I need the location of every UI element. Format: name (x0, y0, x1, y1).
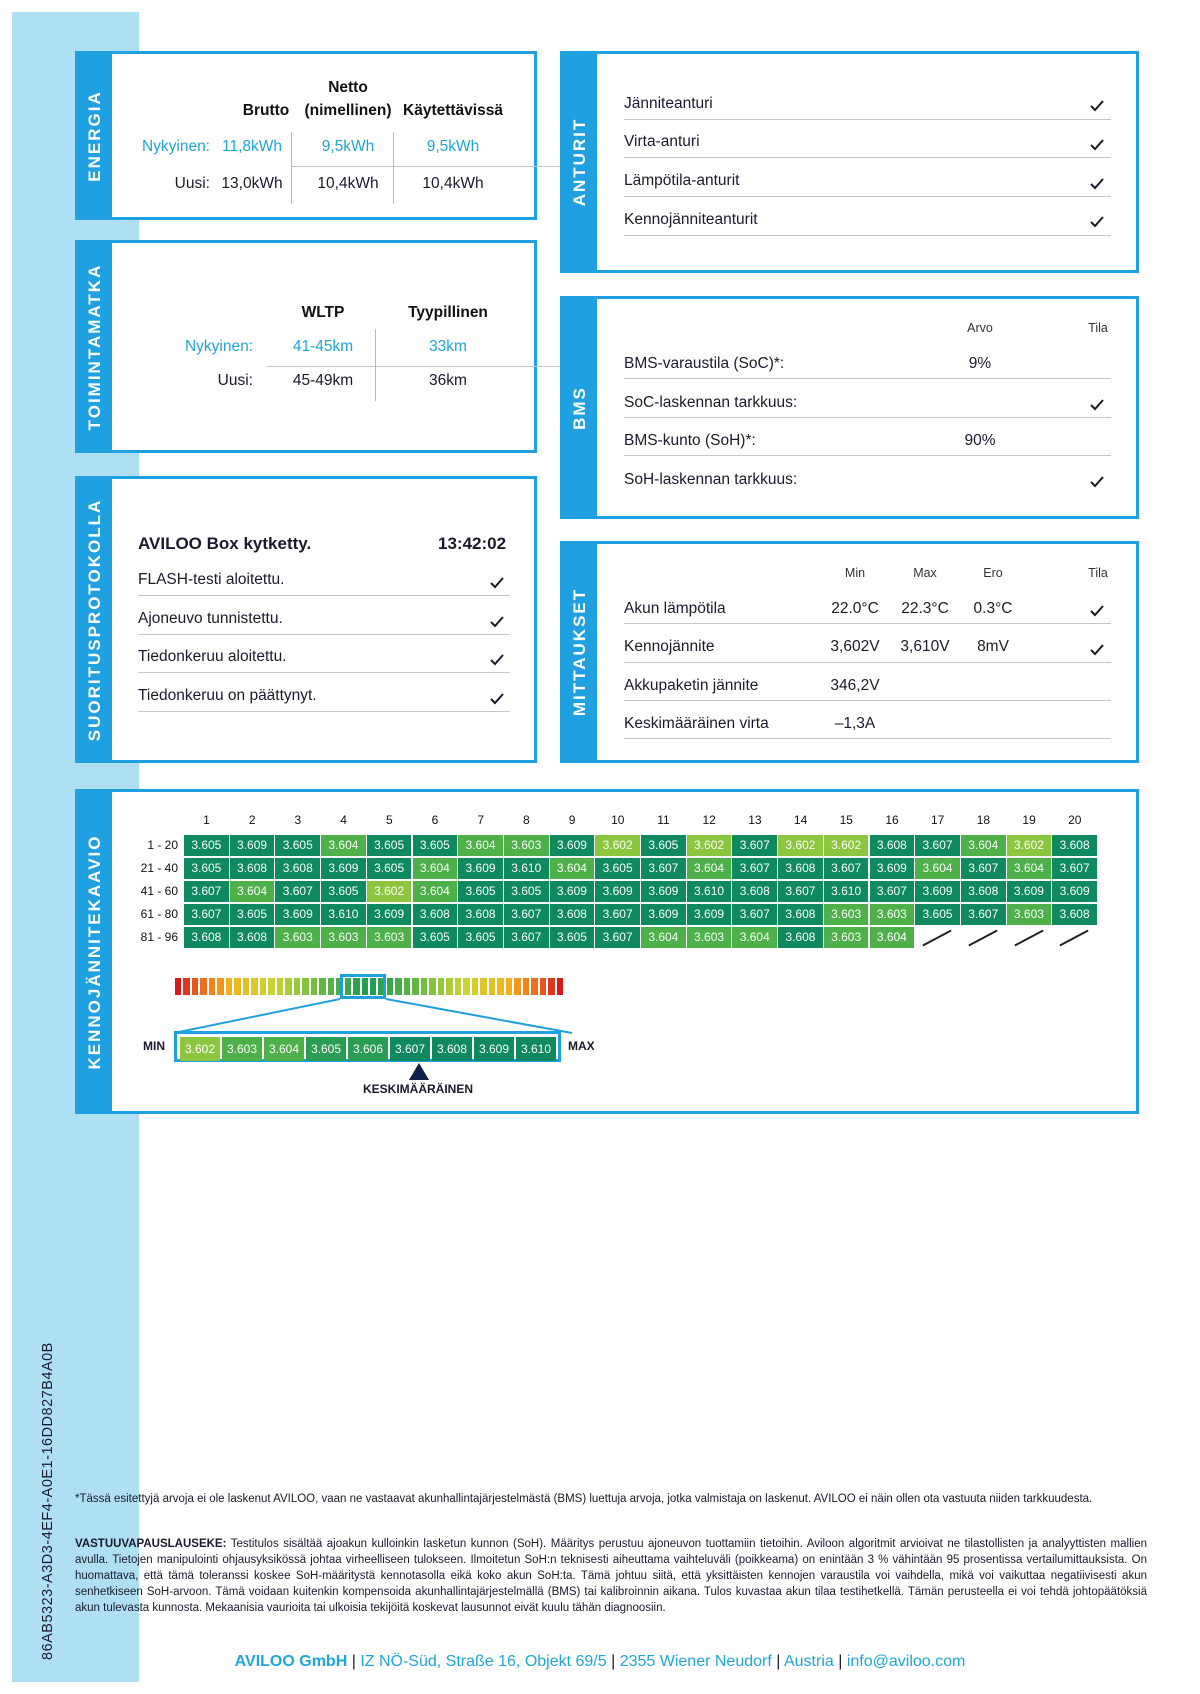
energia-panel (75, 51, 537, 220)
grid-row-label: 41 - 60 (140, 884, 178, 898)
bms-col-value: Arvo (967, 321, 993, 335)
cell-voltage: 3.608 (458, 904, 503, 925)
bms-row-value: 9% (968, 355, 992, 372)
bms-row-label: SoH-laskennan tarkkuus: (624, 471, 798, 488)
disclaimer-text: Testitulos sisältää ajoakun kulloinkin lasketun kunnon (SoH). Määritys perustuu ajoneuvon tuottamiin tietoihin. Aviloon algoritmit arvioivat ne tilastollisten ja analyyttisten mallien avulla. Tietojen manipulointi ohjausyksikössä johtaa virheelliseen tulokseen. Ilmoitetun SoH:n teknisesti aiheuttama vaihteluväli (poikkeama) on enintään 3 % vähintään 95 prosentissa vertailumittauksista. On huomattava, että tämä toleranssi koskee SoH-määritystä kennotasolla eikä koko akun SoH:ta. Tämä johtuu siitä, että yksittäisten kennojen varaustila voi vaihdella, mikä voi vaikuttaa negatiivisesti akun senhetkiseen SoH-arvoon. Tämä voidaan kuitenkin kompensoida akunhallintajärjestelmällä (BMS) tai kalibroinnin aikana. Tulos kuvastaa akun tilaa testihetkellä. Tämän perusteella ei voi tehdä johtopäätöksiä akun tulevasta kunnosta. Mekaanisia vaurioita tai ulkoisia tekijöitä koskevat lausunnot eivät kuulu tähän diagnoosiin. (75, 1538, 1147, 1614)
meas-col-diff: Ero (983, 566, 1003, 580)
gradient-segment (438, 978, 444, 995)
cell-voltage: 3.603 (1007, 904, 1052, 925)
cell-voltage: 3.608 (230, 858, 275, 879)
toimintamatka-panel (75, 240, 537, 453)
cell-voltage: 3.609 (641, 881, 686, 902)
gradient-segment (489, 978, 495, 995)
gradient-segment (251, 978, 257, 995)
suoritusprotokolla-panel (75, 476, 537, 763)
check-icon (1090, 475, 1104, 489)
zoom-scale-value: 3.604 (264, 1037, 304, 1061)
document-id: 86AB5323-A3D3-4EF4-A0E1-16DD827B4A0B (40, 1342, 56, 1660)
energia-current-netto: 9,5kWh (321, 138, 375, 155)
cell-voltage: 3.603 (504, 835, 549, 856)
cell-voltage: 3.603 (824, 927, 869, 948)
grid-column-number: 1 (203, 813, 210, 827)
zoom-scale-value: 3.602 (180, 1037, 220, 1061)
kennojannitekaavio-panel (75, 789, 1139, 1114)
bms-panel (560, 296, 1139, 519)
cell-voltage: 3.607 (184, 904, 229, 925)
meas-row-max: 3,610V (900, 638, 950, 655)
anturit-tab: ANTURIT (563, 54, 597, 270)
cell-voltage: 3.608 (870, 835, 915, 856)
gradient-segment (557, 978, 563, 995)
gradient-segment (506, 978, 512, 995)
cell-voltage: 3.607 (824, 858, 869, 879)
cell-voltage: 3.610 (824, 881, 869, 902)
gradient-segment (540, 978, 546, 995)
cell-voltage: 3.604 (915, 858, 960, 879)
cell-voltage: 3.608 (1052, 835, 1097, 856)
check-icon (1090, 215, 1104, 229)
cell-voltage: 3.610 (504, 858, 549, 879)
mittaukset-tab: MITTAUKSET (563, 544, 597, 760)
cell-voltage: 3.609 (275, 904, 320, 925)
zoom-scale-value: 3.610 (516, 1037, 556, 1061)
suoritusprotokolla-tab: SUORITUSPROTOKOLLA (78, 479, 112, 760)
meas-row-min: 22.0°C (831, 600, 879, 617)
check-icon (1090, 643, 1104, 657)
range-current-wltp: 41-45km (292, 338, 354, 355)
zoom-scale-value: 3.605 (306, 1037, 346, 1061)
cell-voltage: 3.605 (550, 927, 595, 948)
gradient-segment (302, 978, 308, 995)
cell-voltage: 3.605 (367, 858, 412, 879)
cell-voltage: 3.609 (870, 858, 915, 879)
cell-voltage: 3.608 (275, 858, 320, 879)
grid-column-number: 8 (523, 813, 530, 827)
gradient-segment (226, 978, 232, 995)
meas-row-label: Keskimääräinen virta (624, 715, 769, 732)
empty-cell-slash (923, 930, 952, 947)
footer-email[interactable]: info@aviloo.com (846, 1653, 966, 1670)
col-typical-header: Tyypillinen (408, 304, 488, 321)
disclaimer (75, 1536, 1147, 1616)
cell-voltage: 3.605 (458, 881, 503, 902)
bms-row-label: BMS-varaustila (SoC)*: (624, 355, 785, 372)
cell-voltage: 3.605 (504, 881, 549, 902)
gradient-segment (183, 978, 189, 995)
cell-voltage: 3.604 (732, 927, 777, 948)
cell-voltage: 3.604 (870, 927, 915, 948)
zoom-scale-value: 3.609 (474, 1037, 514, 1061)
cell-voltage: 3.605 (230, 904, 275, 925)
cell-voltage: 3.608 (1052, 904, 1097, 925)
energia-new-available: 10,4kWh (422, 175, 484, 192)
sensor-item: Jänniteanturi (624, 95, 713, 112)
cell-voltage: 3.605 (641, 835, 686, 856)
cell-voltage: 3.605 (184, 858, 229, 879)
gradient-segment (200, 978, 206, 995)
check-icon (1090, 99, 1104, 113)
footer-city: 2355 Wiener Neudorf (619, 1653, 772, 1670)
cell-voltage: 3.609 (230, 835, 275, 856)
cell-voltage: 3.605 (915, 904, 960, 925)
gradient-segment (446, 978, 452, 995)
gradient-segment (294, 978, 300, 995)
cell-voltage: 3.604 (321, 835, 366, 856)
range-new-typical: 36km (429, 372, 467, 389)
grid-column-number: 3 (294, 813, 302, 827)
cell-voltage: 3.607 (595, 927, 640, 948)
cell-voltage: 3.604 (458, 835, 503, 856)
cell-voltage: 3.605 (184, 835, 229, 856)
cell-voltage: 3.609 (1007, 881, 1052, 902)
cell-voltage: 3.604 (230, 881, 275, 902)
gradient-segment (209, 978, 215, 995)
kennojannitekaavio-tab: KENNOJÄNNITEKAAVIO (78, 792, 112, 1111)
cell-voltage: 3.603 (321, 927, 366, 948)
range-row-new-label: Uusi: (217, 372, 253, 389)
gradient-segment (514, 978, 520, 995)
cell-voltage: 3.609 (687, 904, 732, 925)
grid-column-number: 10 (611, 813, 625, 827)
grid-column-number: 12 (702, 813, 716, 827)
zoom-max-label: MAX (568, 1039, 595, 1053)
cell-voltage: 3.609 (550, 835, 595, 856)
zoom-min-label: MIN (143, 1039, 165, 1053)
footer: AVILOO GmbH | IZ NÖ-Süd, Straße 16, Objekt 69/5 | 2355 Wiener Neudorf | Austria | info@aviloo.com (234, 1653, 966, 1670)
cell-voltage: 3.608 (413, 904, 458, 925)
cell-voltage: 3.604 (550, 858, 595, 879)
col-netto-header-1: Netto (328, 79, 368, 96)
energia-new-netto: 10,4kWh (317, 175, 379, 192)
gradient-segment (319, 978, 325, 995)
gradient-segment (404, 978, 410, 995)
footer-company: AVILOO GmbH (234, 1653, 348, 1670)
meas-row-min: 346,2V (830, 677, 880, 694)
empty-cell-slash (1014, 930, 1043, 947)
gradient-segment (395, 978, 401, 995)
cell-voltage: 3.608 (550, 904, 595, 925)
gradient-segment (260, 978, 266, 995)
cell-voltage: 3.603 (870, 904, 915, 925)
grid-column-number: 19 (1022, 813, 1036, 827)
gradient-segment (175, 978, 181, 995)
col-kaytettavissa-header: Käytettävissä (403, 102, 503, 119)
toimintamatka-tab: TOIMINTAMATKA (78, 243, 112, 450)
zoom-scale (174, 1031, 561, 1062)
cell-voltage: 3.607 (915, 835, 960, 856)
empty-cell-slash (968, 930, 997, 947)
gradient-segment (192, 978, 198, 995)
anturit-panel (560, 51, 1139, 273)
meas-col-max: Max (913, 566, 937, 580)
cell-voltage: 3.607 (961, 904, 1006, 925)
meas-col-min: Min (844, 566, 866, 580)
cell-voltage: 3.602 (687, 835, 732, 856)
grid-column-number: 15 (839, 813, 853, 827)
check-icon (490, 653, 504, 667)
col-brutto-header: Brutto (242, 102, 290, 119)
cell-voltage: 3.608 (961, 881, 1006, 902)
cell-voltage: 3.608 (778, 904, 823, 925)
cell-voltage: 3.607 (732, 835, 777, 856)
check-icon (1090, 138, 1104, 152)
protocol-item: Ajoneuvo tunnistettu. (138, 610, 283, 627)
protocol-title: AVILOO Box kytketty. (138, 534, 312, 553)
col-wltp-header: WLTP (301, 304, 345, 321)
gradient-segment (523, 978, 529, 995)
energia-row-current-label: Nykyinen: (141, 138, 210, 155)
footer-country: Austria (783, 1653, 834, 1670)
gradient-segment (480, 978, 486, 995)
cell-voltage: 3.607 (504, 904, 549, 925)
grid-column-number: 5 (385, 813, 393, 827)
cell-voltage: 3.609 (458, 858, 503, 879)
cell-voltage: 3.607 (732, 904, 777, 925)
meas-row-min: 3,602V (830, 638, 880, 655)
cell-voltage: 3.604 (641, 927, 686, 948)
gradient-segment (285, 978, 291, 995)
energia-tab: ENERGIA (78, 54, 112, 217)
cell-voltage: 3.602 (1007, 835, 1052, 856)
meas-row-max: 22.3°C (901, 600, 949, 617)
cell-voltage: 3.605 (367, 835, 412, 856)
cell-voltage: 3.605 (321, 881, 366, 902)
grid-column-number: 11 (657, 813, 670, 827)
range-current-typical: 33km (429, 338, 467, 355)
meas-row-label: Akun lämpötila (624, 600, 726, 617)
protocol-item: Tiedonkeruu on päättynyt. (138, 687, 317, 704)
grid-column-number: 20 (1068, 813, 1082, 827)
bms-row-value: 90% (964, 432, 996, 449)
energia-row-new-label: Uusi: (174, 175, 210, 192)
cell-voltage: 3.605 (595, 858, 640, 879)
footnote-star: *Tässä esitettyjä arvoja ei ole laskenut AVILOO, vaan ne vastaavat akunhallintajärjestelmästä (BMS) luettuja arvoja, jotka valmistaja on laskenut. AVILOO ei näin ollen ota vastuuta niiden tarkkuudesta. (75, 1493, 1093, 1505)
mittaukset-panel (560, 541, 1139, 763)
energia-new-brutto: 13,0kWh (221, 175, 283, 192)
cell-voltage: 3.609 (321, 858, 366, 879)
gradient-segment (429, 978, 435, 995)
grid-column-number: 9 (568, 813, 576, 827)
cell-voltage: 3.608 (778, 927, 823, 948)
cell-voltage: 3.602 (824, 835, 869, 856)
cell-voltage: 3.610 (687, 881, 732, 902)
gradient-segment (531, 978, 537, 995)
bms-col-status: Tila (1088, 321, 1108, 335)
cell-voltage: 3.609 (641, 904, 686, 925)
cell-voltage: 3.607 (732, 858, 777, 879)
average-marker-icon (409, 1063, 429, 1080)
cell-voltage: 3.607 (595, 904, 640, 925)
gradient-segment (311, 978, 317, 995)
cell-voltage: 3.607 (504, 927, 549, 948)
gradient-segment (234, 978, 240, 995)
cell-voltage: 3.610 (321, 904, 366, 925)
grid-column-number: 14 (793, 813, 808, 827)
meas-row-label: Kennojännite (624, 638, 715, 655)
range-new-wltp: 45-49km (292, 372, 354, 389)
cell-voltage: 3.605 (458, 927, 503, 948)
bms-row-label: SoC-laskennan tarkkuus: (624, 394, 798, 411)
check-icon (490, 692, 504, 706)
meas-row-min: –1,3A (834, 715, 876, 732)
protocol-time: 13:42:02 (438, 534, 507, 553)
cell-voltage: 3.607 (641, 858, 686, 879)
cell-voltage: 3.605 (413, 835, 458, 856)
gradient-segment (548, 978, 554, 995)
cell-voltage: 3.602 (595, 835, 640, 856)
cell-voltage: 3.605 (275, 835, 320, 856)
gradient-segment (243, 978, 249, 995)
sensor-item: Virta-anturi (624, 133, 700, 150)
cell-voltage-grid (78, 792, 1136, 1111)
grid-column-number: 13 (748, 813, 762, 827)
grid-column-number: 4 (340, 813, 347, 827)
meas-row-diff: 0.3°C (973, 600, 1013, 617)
gradient-segment (412, 978, 418, 995)
gradient-segment (455, 978, 461, 995)
cell-voltage: 3.603 (824, 904, 869, 925)
grid-row-label: 61 - 80 (140, 907, 178, 921)
cell-voltage: 3.607 (1052, 858, 1097, 879)
cell-voltage: 3.604 (413, 881, 458, 902)
gradient-segment (328, 978, 334, 995)
cell-voltage: 3.605 (413, 927, 458, 948)
cell-voltage: 3.608 (230, 927, 275, 948)
cell-voltage: 3.604 (687, 858, 732, 879)
check-icon (490, 576, 504, 590)
grid-column-number: 18 (976, 813, 991, 827)
check-icon (1090, 177, 1104, 191)
cell-voltage: 3.609 (367, 904, 412, 925)
cell-voltage: 3.603 (687, 927, 732, 948)
protocol-item: FLASH-testi aloitettu. (138, 571, 285, 588)
grid-column-number: 7 (477, 813, 485, 827)
cell-voltage: 3.604 (1007, 858, 1052, 879)
protocol-item: Tiedonkeruu aloitettu. (138, 648, 287, 665)
gradient-segment (387, 978, 393, 995)
cell-voltage: 3.602 (367, 881, 412, 902)
cell-voltage: 3.603 (367, 927, 412, 948)
meas-row-diff: 8mV (977, 638, 1009, 655)
grid-column-number: 6 (431, 813, 439, 827)
meas-col-status: Tila (1088, 566, 1108, 580)
check-icon (1090, 398, 1104, 412)
zoom-scale-value: 3.608 (432, 1037, 472, 1061)
disclaimer-title: VASTUUVAPAUSLAUSEKE: (75, 1538, 227, 1550)
cell-voltage: 3.604 (413, 858, 458, 879)
grid-row-label: 21 - 40 (140, 861, 178, 875)
cell-voltage: 3.608 (778, 858, 823, 879)
energia-current-available: 9,5kWh (426, 138, 480, 155)
cell-voltage: 3.609 (595, 881, 640, 902)
cell-voltage: 3.609 (550, 881, 595, 902)
gradient-segment (463, 978, 469, 995)
sensor-item: Kennojänniteanturit (624, 211, 758, 228)
cell-voltage: 3.608 (184, 927, 229, 948)
cell-voltage: 3.609 (1052, 881, 1097, 902)
average-label: KESKIMÄÄRÄINEN (362, 1082, 473, 1096)
col-netto-header-2: (nimellinen) (304, 102, 392, 119)
meas-row-label: Akkupaketin jännite (624, 677, 759, 694)
gradient-segment (472, 978, 478, 995)
cell-voltage: 3.607 (275, 881, 320, 902)
bms-tab: BMS (563, 299, 597, 516)
gradient-segment (497, 978, 503, 995)
cell-voltage: 3.602 (778, 835, 823, 856)
sensor-item: Lämpötila-anturit (624, 172, 740, 189)
gradient-segment (268, 978, 274, 995)
cell-voltage: 3.607 (778, 881, 823, 902)
zoom-scale-value: 3.606 (348, 1037, 388, 1061)
zoom-scale-value: 3.603 (222, 1037, 262, 1061)
cell-voltage: 3.609 (915, 881, 960, 902)
grid-row-label: 81 - 96 (140, 930, 178, 944)
grid-row-label: 1 - 20 (147, 838, 178, 852)
grid-column-number: 17 (931, 813, 945, 827)
grid-column-number: 2 (248, 813, 256, 827)
gradient-highlight (340, 974, 386, 999)
grid-column-number: 16 (885, 813, 899, 827)
bms-row-label: BMS-kunto (SoH)*: (624, 432, 756, 449)
cell-voltage: 3.607 (961, 858, 1006, 879)
check-icon (1090, 604, 1104, 618)
cell-voltage: 3.603 (275, 927, 320, 948)
energia-current-brutto: 11,8kWh (221, 138, 283, 155)
cell-voltage: 3.608 (732, 881, 777, 902)
range-row-current-label: Nykyinen: (184, 338, 253, 355)
gradient-segment (421, 978, 427, 995)
cell-voltage: 3.607 (184, 881, 229, 902)
gradient-segment (217, 978, 223, 995)
cell-voltage: 3.604 (961, 835, 1006, 856)
gradient-segment (277, 978, 283, 995)
footer-address: IZ NÖ-Süd, Straße 16, Objekt 69/5 (360, 1653, 607, 1670)
zoom-scale-value: 3.607 (390, 1037, 430, 1061)
cell-voltage: 3.607 (870, 881, 915, 902)
empty-cell-slash (1060, 930, 1089, 947)
check-icon (490, 615, 504, 629)
